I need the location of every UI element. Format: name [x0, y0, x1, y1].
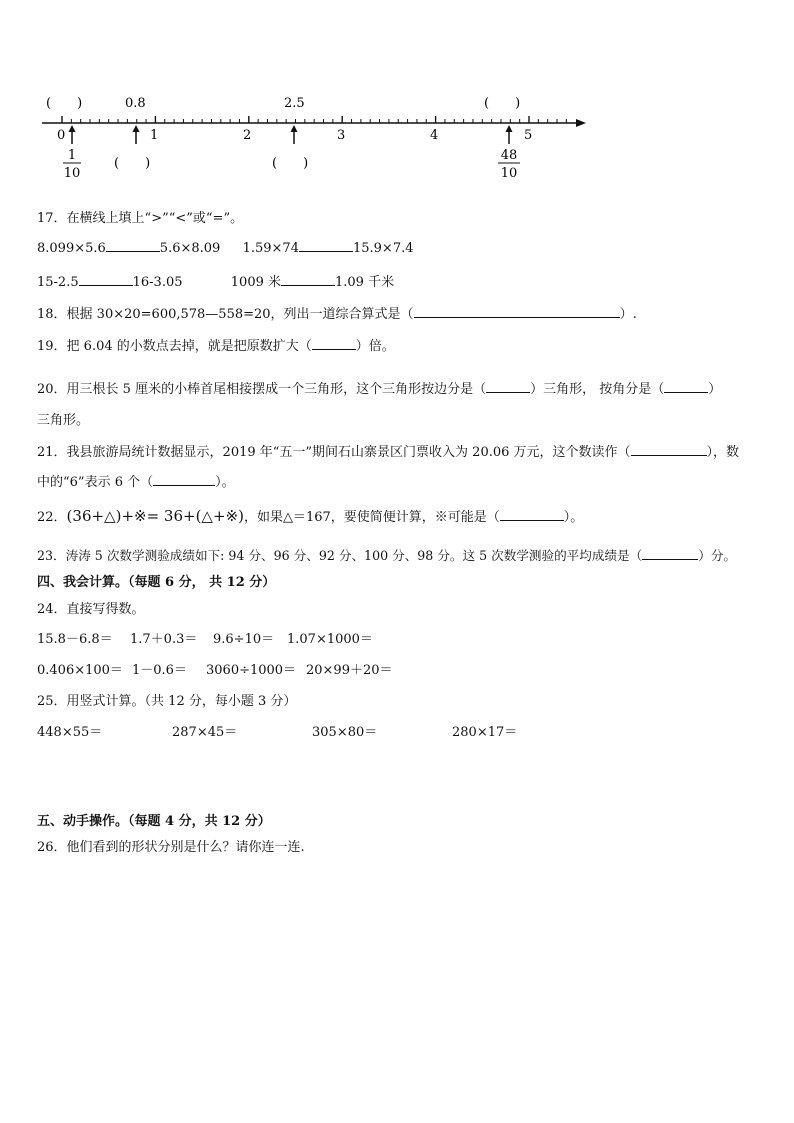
answer-blank[interactable]	[106, 239, 160, 252]
tick-number-4: 4	[430, 128, 439, 143]
q25-title: 25．用竖式计算。（共 12 分，每小题 3 分）	[37, 694, 297, 709]
q17-title: 17．在横线上填上“>”“<”或“=”。	[37, 211, 244, 226]
question-21-line-1	[37, 441, 739, 460]
q20-text-c: ）	[708, 382, 722, 397]
arrow-one-tenth	[69, 125, 76, 144]
q17-expr: 16-3.05	[132, 275, 183, 290]
bottom-paren-1: ( )	[114, 156, 151, 171]
answer-blank[interactable]	[664, 380, 708, 393]
question-26: 26．他们看到的形状分别是什么？请你连一连.	[37, 840, 305, 855]
question-19	[37, 335, 395, 354]
q21-text-c: 中的“6”表示 6 个（	[37, 475, 154, 490]
q20-text-a: 20．用三根长 5 厘米的小棒首尾相接摆成一个三角形，这个三角形按边分是（	[37, 382, 487, 397]
q17-row-2	[37, 271, 394, 290]
q17-expr: 5.6×8.09	[159, 241, 221, 256]
fraction-2-numerator: 48	[500, 148, 518, 163]
bottom-paren-2: ( )	[272, 156, 309, 171]
fraction-1-denominator: 10	[63, 166, 81, 181]
question-18	[37, 303, 637, 322]
q17-expr: 1009 米	[230, 275, 281, 290]
answer-blank[interactable]	[486, 380, 530, 393]
answer-blank[interactable]	[414, 305, 620, 318]
q23-text: 23．涛涛 5 次数学测验成绩如下: 94 分、96 分、92 分、100 分、98 分。这 5 次数学测验的平均成绩是（	[37, 548, 643, 563]
q24-item: 9.6÷10＝	[213, 632, 275, 647]
q18-end: ）.	[619, 307, 637, 322]
q25-item: 287×45＝	[172, 725, 238, 740]
q21-text-b: ），数	[706, 445, 740, 460]
answer-blank[interactable]	[631, 443, 707, 456]
arrow-2-5	[291, 125, 298, 144]
question-22	[37, 506, 583, 525]
q24-item: 15.8－6.8＝	[37, 632, 113, 647]
q17-expr: 15.9×7.4	[352, 241, 414, 256]
q21-text-a: 21．我县旅游局统计数据显示，2019 年“五一”期间石山寨景区门票收入为 20.06 万元，这个数读作（	[37, 445, 631, 460]
q22-formula: (36+△)+※= 36+(△+※)	[66, 507, 244, 525]
q24-item: 0.406×100＝	[37, 663, 123, 678]
number-line-arrowhead	[576, 119, 586, 127]
tick-number-2: 2	[243, 128, 252, 143]
top-label-paren-1: ( )	[46, 96, 83, 111]
tick-number-5: 5	[524, 128, 533, 143]
q24-item: 20×99＋20＝	[306, 663, 393, 678]
answer-blank[interactable]	[153, 473, 215, 486]
q24-item: 3060÷1000＝	[206, 663, 297, 678]
q25-item: 280×17＝	[452, 725, 518, 740]
q19-end: ）倍。	[355, 339, 395, 354]
question-20-line-1	[37, 378, 721, 397]
question-23	[37, 545, 736, 564]
question-21-line-2	[37, 471, 235, 490]
q25-item: 305×80＝	[312, 725, 378, 740]
q22-end: ）。	[563, 510, 584, 525]
top-label-0-8: 0.8	[125, 96, 146, 111]
answer-blank[interactable]	[299, 239, 353, 252]
q24-item: 1－0.6＝	[132, 663, 187, 678]
tick-number-1: 1	[150, 128, 159, 143]
section-4-title: 四、我会计算。（每题 6 分， 共 12 分）	[37, 575, 276, 590]
q25-item: 448×55＝	[37, 725, 103, 740]
q23-end: ）分。	[698, 548, 737, 563]
q21-text-d: ）。	[215, 475, 235, 490]
top-label-2-5: 2.5	[284, 96, 305, 111]
q20-text-b: ）三角形， 按角分是（	[530, 382, 665, 397]
top-label-paren-2: ( )	[484, 96, 521, 111]
q17-expr: 1.59×74	[242, 241, 299, 256]
q19-text: 19．把 6.04 的小数点去掉，就是把原数扩大（	[37, 339, 312, 354]
tick-number-0: 0	[57, 128, 66, 143]
section-5-title: 五、动手操作。（每题 4 分，共 12 分）	[37, 814, 271, 829]
answer-blank[interactable]	[500, 508, 564, 521]
q17-expr: 1.09 千米	[335, 275, 395, 290]
q17-expr: 15-2.5	[37, 275, 79, 290]
q24-title: 24．直接写得数。	[37, 602, 145, 617]
arrow-48-tenths	[506, 125, 513, 144]
answer-blank[interactable]	[642, 547, 698, 560]
tick-number-3: 3	[337, 128, 346, 143]
q22-text: ，如果△＝167，要使简便计算，※可能是（	[243, 510, 500, 525]
number-line-figure	[30, 88, 600, 188]
fraction-1-numerator: 1	[67, 148, 77, 163]
arrow-0-8	[133, 125, 140, 144]
q22-number: 22．	[37, 510, 67, 525]
minor-ticks	[62, 116, 566, 123]
fraction-2-denominator: 10	[500, 166, 518, 181]
q17-expr: 8.099×5.6	[37, 241, 106, 256]
q17-row-1	[37, 239, 414, 256]
q18-text: 18．根据 30×20=600,578—558=20，列出一道综合算式是（	[37, 307, 414, 322]
answer-blank[interactable]	[312, 337, 356, 350]
q24-item: 1.7＋0.3＝	[130, 632, 198, 647]
q24-item: 1.07×1000＝	[287, 632, 373, 647]
question-20-line-2: 三角形。	[37, 413, 90, 428]
answer-blank[interactable]	[281, 273, 335, 286]
answer-blank[interactable]	[79, 273, 133, 286]
